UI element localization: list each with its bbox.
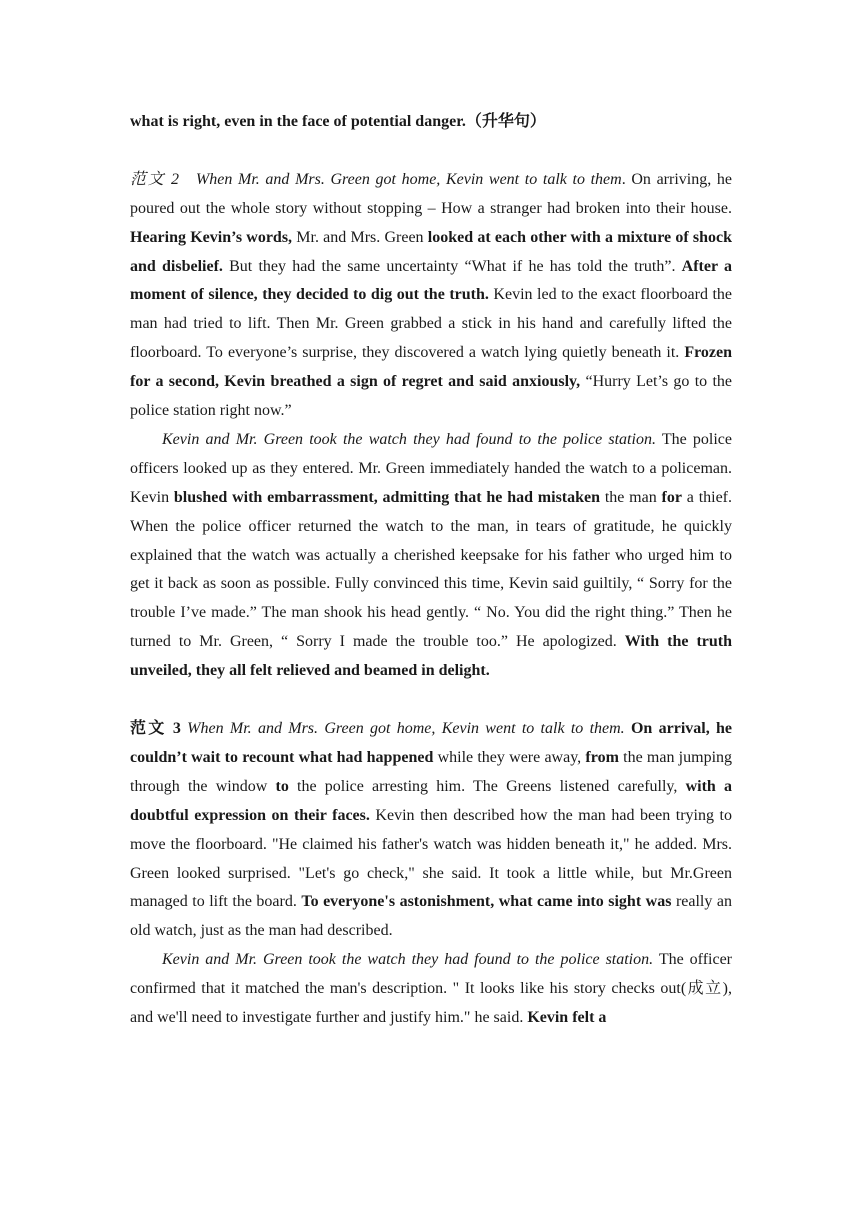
text-run: Kevin then described how the man had been trying to move the floorboard. "He claimed his father's watch was hidden beneath it," he added. Mrs. Green looked surprised. "Let's go check," she said. It took a little while, but Mr.Green managed to lift the board. — [130, 806, 732, 911]
bold-phrase: On arrival, he couldn’t wait to recount what had happened — [130, 720, 733, 766]
text-run: the man jumping through the window — [130, 748, 733, 795]
essay2-tag: 范文 2 — [130, 170, 179, 188]
italic-phrase: Kevin and Mr. Green took the watch they had found to the police station. — [162, 951, 654, 969]
essay3-p1-body — [130, 720, 732, 939]
bold-phrase: looked at each other with a mixture of shock and disbelief. — [130, 228, 733, 275]
essay2-p1-body — [130, 171, 732, 419]
tag-spacer — [179, 171, 196, 188]
bold-phrase: Frozen for a second, Kevin breathed a sign of regret and said anxiously, — [130, 344, 732, 391]
text-run: a thief. When the police officer returned the watch to the man, in tears of gratitude, he quickly explained that the watch was actually a cherished keepsake for his father who urged him to get it back as soon as possible. Fully convinced this time, Kevin said guiltily, “ Sorry for the trouble I’ve made.” The man shook his head gently. “ No. You did the right thing.” Then he turned to Mr. Green, “ Sorry I made the trouble too.” He apologized. — [130, 488, 733, 651]
text-run: Mr. and Mrs. Green — [292, 228, 428, 246]
bold-phrase: to — [275, 777, 289, 795]
bold-phrase: blushed with embarrassment, admitting that he had mistaken — [173, 488, 601, 506]
essay2-paragraph-1 — [130, 166, 732, 426]
text-run: the police arresting him. The Greens listened carefully, — [288, 777, 686, 795]
essay3-paragraph-1 — [130, 715, 732, 946]
text-run: while they were away, — [433, 748, 586, 766]
bold-phrase: for — [661, 488, 682, 506]
essay2-paragraph-2 — [130, 426, 732, 686]
bold-phrase: Hearing Kevin’s words, — [130, 228, 293, 246]
bold-phrase: with a doubtful expression on their faces. — [130, 777, 733, 824]
essay3-tag: 范文 3 — [130, 720, 181, 737]
text-run: The officer confirmed that it matched the man's description. " It looks like his story checks out(成立), and we'll need to investigate further and justify him." he said. — [130, 951, 733, 1027]
document-page — [130, 108, 732, 1033]
bold-phrase: To everyone's astonishment, what came into sight was — [301, 893, 672, 911]
text-run: The police officers looked up as they entered. Mr. Green immediately handed the watch to a policeman. Kevin — [130, 430, 733, 506]
bold-phrase: With the truth unveiled, they all felt relieved and beamed in delight. — [130, 633, 732, 680]
text-run: But they had the same uncertainty “What if he has told the truth”. — [222, 257, 682, 275]
italic-phrase: When Mr. and Mrs. Green got home, Kevin went to talk to them. — [187, 720, 625, 737]
bold-phrase: After a moment of silence, they decided to dig out the truth. — [130, 257, 733, 304]
bold-phrase: Kevin felt a — [527, 1009, 607, 1027]
paragraph-gap — [130, 686, 732, 715]
text-run: . On arriving, he poured out the whole story without stopping – How a stranger had broken into their house. — [130, 170, 732, 217]
text-run: Kevin led to the exact floorboard the man had tried to lift. Then Mr. Green grabbed a stick in his hand and carefully lifted the floorboard. To everyone’s surprise, they discovered a watch lying quietly beneath it. — [130, 286, 733, 362]
text-run: the man — [600, 488, 662, 506]
text-run: really an old watch, just as the man had described. — [130, 893, 732, 940]
essay2-opening: When Mr. and Mrs. Green got home, Kevin went to talk to them — [195, 170, 622, 188]
intro-line: what is right, even in the face of potential danger.（升华句） — [130, 113, 546, 130]
paragraph-gap — [130, 137, 732, 166]
text-run: “Hurry Let’s go to the police station right now.” — [130, 373, 733, 420]
italic-phrase: Kevin and Mr. Green took the watch they had found to the police station. — [162, 430, 656, 448]
bold-phrase: from — [585, 748, 619, 766]
essay3-paragraph-2 — [130, 946, 732, 1033]
